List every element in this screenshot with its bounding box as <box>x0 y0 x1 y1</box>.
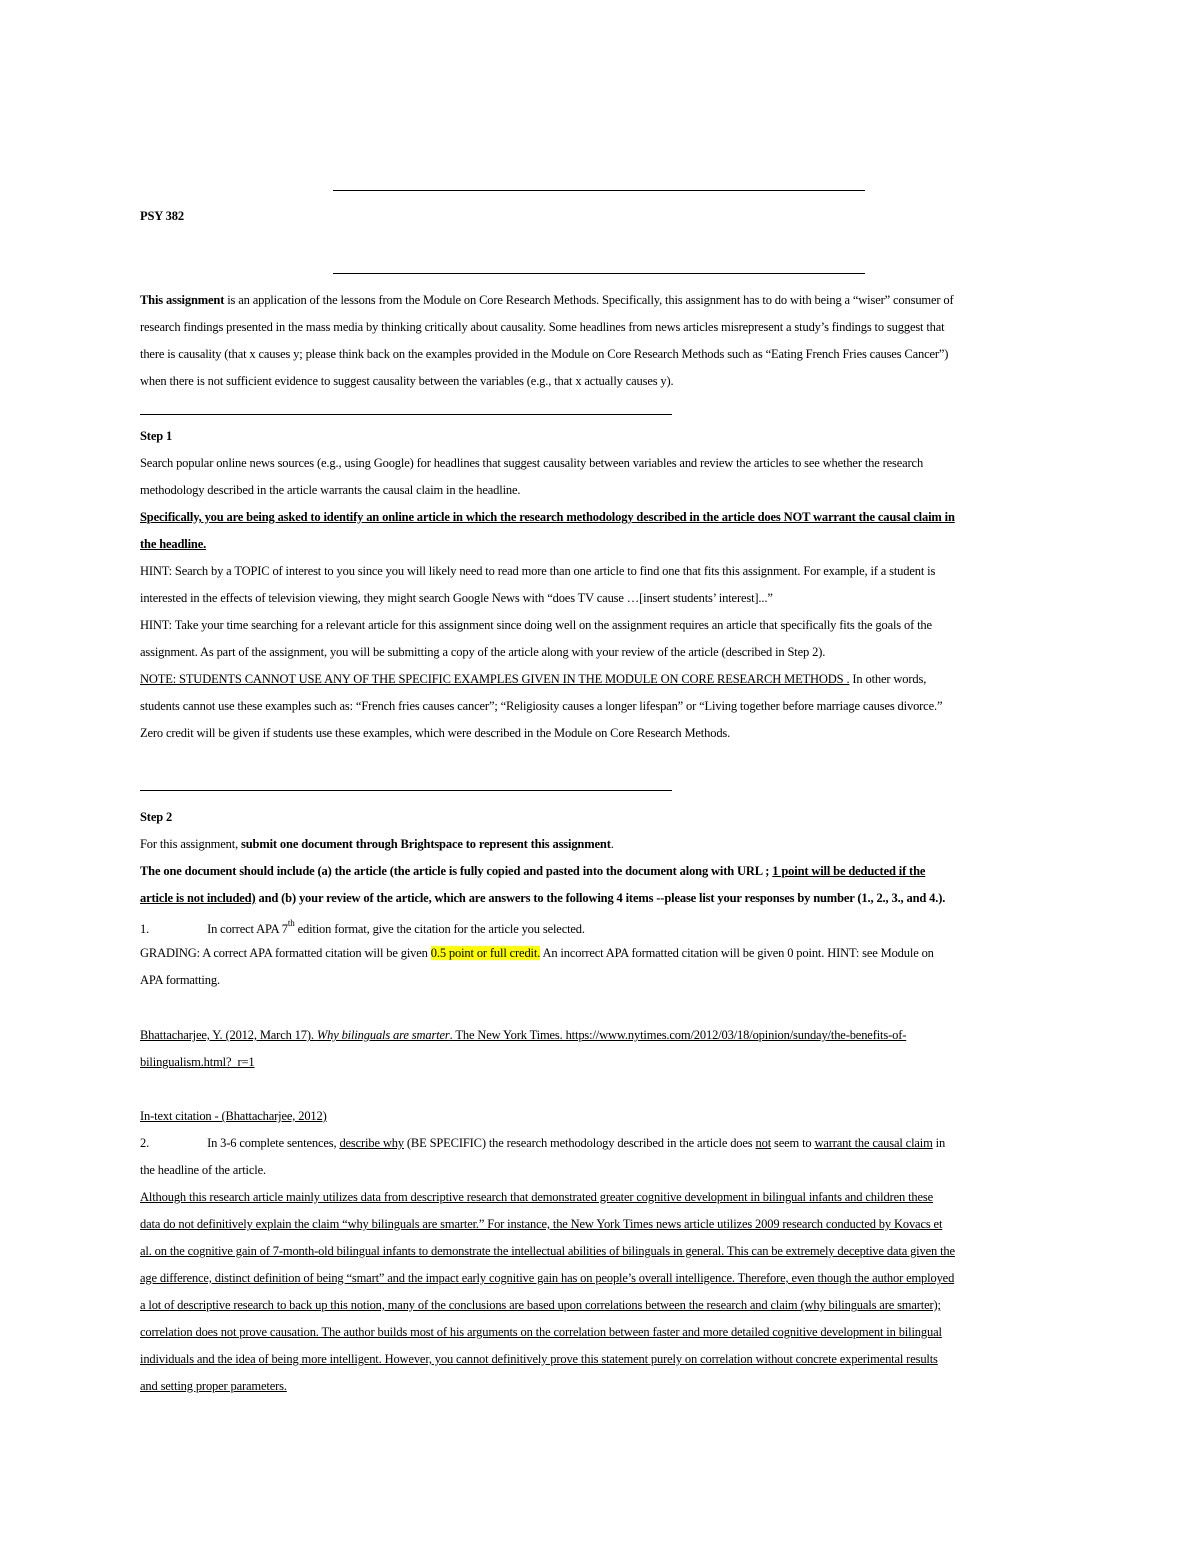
grading-line-2: APA formatting. <box>140 973 220 987</box>
step1-para-line-2: methodology described in the article warrants the causal claim in the headline. <box>140 483 521 497</box>
step1-note-rest: In other words, <box>849 672 927 686</box>
answer-line-8: and setting proper parameters. <box>140 1379 287 1393</box>
grading-line-1 <box>140 940 1065 967</box>
item1 <box>140 912 1065 943</box>
step1-note-line-3: Zero credit will be given if students use these examples, which were described in the Module on Core Research Methods. <box>140 726 731 740</box>
item2-mid: (BE SPECIFIC) the research methodology described in the article does <box>403 1136 756 1150</box>
step1-divider <box>140 790 672 791</box>
intro-lead: This assignment <box>140 293 225 307</box>
step2-line-2-bold: The one document should include (a) the article (the article is fully copied and pasted into the document along with URL ; <box>140 864 773 878</box>
citation-line-2: bilingualism.html?_r=1 <box>140 1055 255 1069</box>
course-title: PSY 382 <box>140 209 184 223</box>
item2-pre: In 3-6 complete sentences, <box>207 1136 340 1150</box>
step2-line-3 <box>140 885 1065 912</box>
citation-source: . The New York Times. https://www.nytimes.com/2012/03/18/opinion/sunday/the-benefits-of- <box>449 1028 907 1042</box>
item1-post: edition format, give the citation for the article you selected. <box>294 922 585 937</box>
citation-line-1 <box>140 1022 1065 1049</box>
header-divider <box>333 273 865 274</box>
answer-line-1: Although this research article mainly utilizes data from descriptive research that demonstrated greater cognitive development in bilingual infants and children these <box>140 1190 934 1204</box>
intro-line-1 <box>140 287 1065 314</box>
grading-post: An incorrect APA formatted citation will be given 0 point. HINT: see Module on <box>540 946 934 960</box>
item2-post: in <box>932 1136 946 1150</box>
step1-hint2-line-2: assignment. As part of the assignment, you will be submitting a copy of the article along with your review of the article (described in Step 2). <box>140 645 826 659</box>
step2-heading: Step 2 <box>140 810 173 824</box>
step1-hint2-line-1: HINT: Take your time searching for a relevant article for this assignment since doing well on the assignment requires an article that specifically fits the goals of the <box>140 618 932 632</box>
step1-heading: Step 1 <box>140 429 173 443</box>
step2-deduction-note-b: article is not included) <box>140 891 256 905</box>
step2-line-1-end: . <box>610 837 614 851</box>
in-text-citation: In-text citation - (Bhattacharjee, 2012) <box>140 1109 327 1123</box>
intro-line-3: there is causality (that x causes y; please think back on the examples provided in the Module on Core Research Methods such as “Eating French Fries causes Cancer”) <box>140 347 949 361</box>
top-divider <box>333 190 865 191</box>
answer-line-6: correlation does not prove causation. The author builds most of his arguments on the correlation between faster and more detailed cognitive development in bilingual <box>140 1325 942 1339</box>
citation-author: Bhattacharjee, Y. (2012, March 17). <box>140 1028 317 1042</box>
grading-pre: GRADING: A correct APA formatted citation will be given <box>140 946 431 960</box>
step2-deduction-note-a: 1 point will be deducted if the <box>772 864 926 878</box>
item2-warrant: warrant the causal claim <box>814 1136 933 1150</box>
item2 <box>140 1130 1065 1157</box>
item1-pre: In correct APA 7 <box>207 922 288 937</box>
answer-line-7: individuals and the idea of being more intelligent. However, you cannot definitively prove this statement purely on correlation without concrete experimental results <box>140 1352 938 1366</box>
item2-describe-why: describe why <box>339 1136 404 1150</box>
intro-line-1-text: is an application of the lessons from the Module on Core Research Methods. Specifically, this assignment has to do with being a “wiser” consumer of <box>224 293 954 307</box>
step1-emphasis-line-2: the headline. <box>140 537 207 551</box>
step1-emphasis-line-1: Specifically, you are being asked to identify an online article in which the research methodology described in the article does NOT warrant the causal claim in <box>140 510 955 524</box>
item2-not: not <box>755 1136 772 1150</box>
intro-divider <box>140 414 672 415</box>
step2-submit-instruction: submit one document through Brightspace to represent this assignment <box>241 837 611 851</box>
step1-note-caps: NOTE: STUDENTS CANNOT USE ANY OF THE SPECIFIC EXAMPLES GIVEN IN THE MODULE ON CORE RESEARCH METHODS . <box>140 672 850 686</box>
item2-mid2: seem to <box>771 1136 815 1150</box>
intro-line-2: research findings presented in the mass media by thinking critically about causality. Some headlines from news articles misrepresent a study’s findings to suggest that <box>140 320 945 334</box>
step2-line-2 <box>140 858 1065 885</box>
intro-line-4: when there is not sufficient evidence to suggest causality between the variables (e.g., that x actually causes y). <box>140 374 674 388</box>
answer-line-3: al. on the cognitive gain of 7-month-old bilingual infants to demonstrate the intellectual abilities of bilinguals in general. This can be extremely deceptive data given the <box>140 1244 955 1258</box>
step2-line-1-plain: For this assignment, <box>140 837 242 851</box>
grading-highlight: 0.5 point or full credit. <box>430 946 541 960</box>
step1-para-line-1: Search popular online news sources (e.g., using Google) for headlines that suggest causality between variables and review the articles to see whether the research <box>140 456 924 470</box>
step2-line-3-bold: and (b) your review of the article, which are answers to the following 4 items --please list your responses by number (1., 2., 3., and 4.). <box>255 891 946 905</box>
item2-line-2: the headline of the article. <box>140 1163 266 1177</box>
answer-line-4: age difference, distinct definition of being “smart” and the impact early cognitive gain has on people’s overall intelligence. Therefore, even though the author employed <box>140 1271 955 1285</box>
answer-line-2: data do not definitively explain the claim “why bilinguals are smarter.” For instance, the New York Times news article utilizes 2009 research conducted by Kovacs et <box>140 1217 943 1231</box>
step1-note-line-1 <box>140 666 1065 693</box>
step2-line-1 <box>140 831 1065 858</box>
answer-line-5: a lot of descriptive research to back up this notion, many of the conclusions are based upon correlations between the research and claim (why bilinguals are smarter); <box>140 1298 941 1312</box>
step1-note-line-2: students cannot use these examples such as: “French fries causes cancer”; “Religiosity causes a longer lifespan” or “Living together before marriage causes divorce.” <box>140 699 943 713</box>
item1-superscript: th <box>287 918 295 928</box>
step1-hint1-line-1: HINT: Search by a TOPIC of interest to you since you will likely need to read more than one article to find one that fits this assignment. For example, if a student is <box>140 564 936 578</box>
item1-number: 1. <box>140 922 150 937</box>
step1-hint1-line-2: interested in the effects of television viewing, they might search Google News with “does TV cause …[insert students’ interest]...” <box>140 591 773 605</box>
citation-title: Why bilinguals are smarter <box>316 1028 450 1042</box>
item2-number: 2. <box>140 1136 150 1150</box>
